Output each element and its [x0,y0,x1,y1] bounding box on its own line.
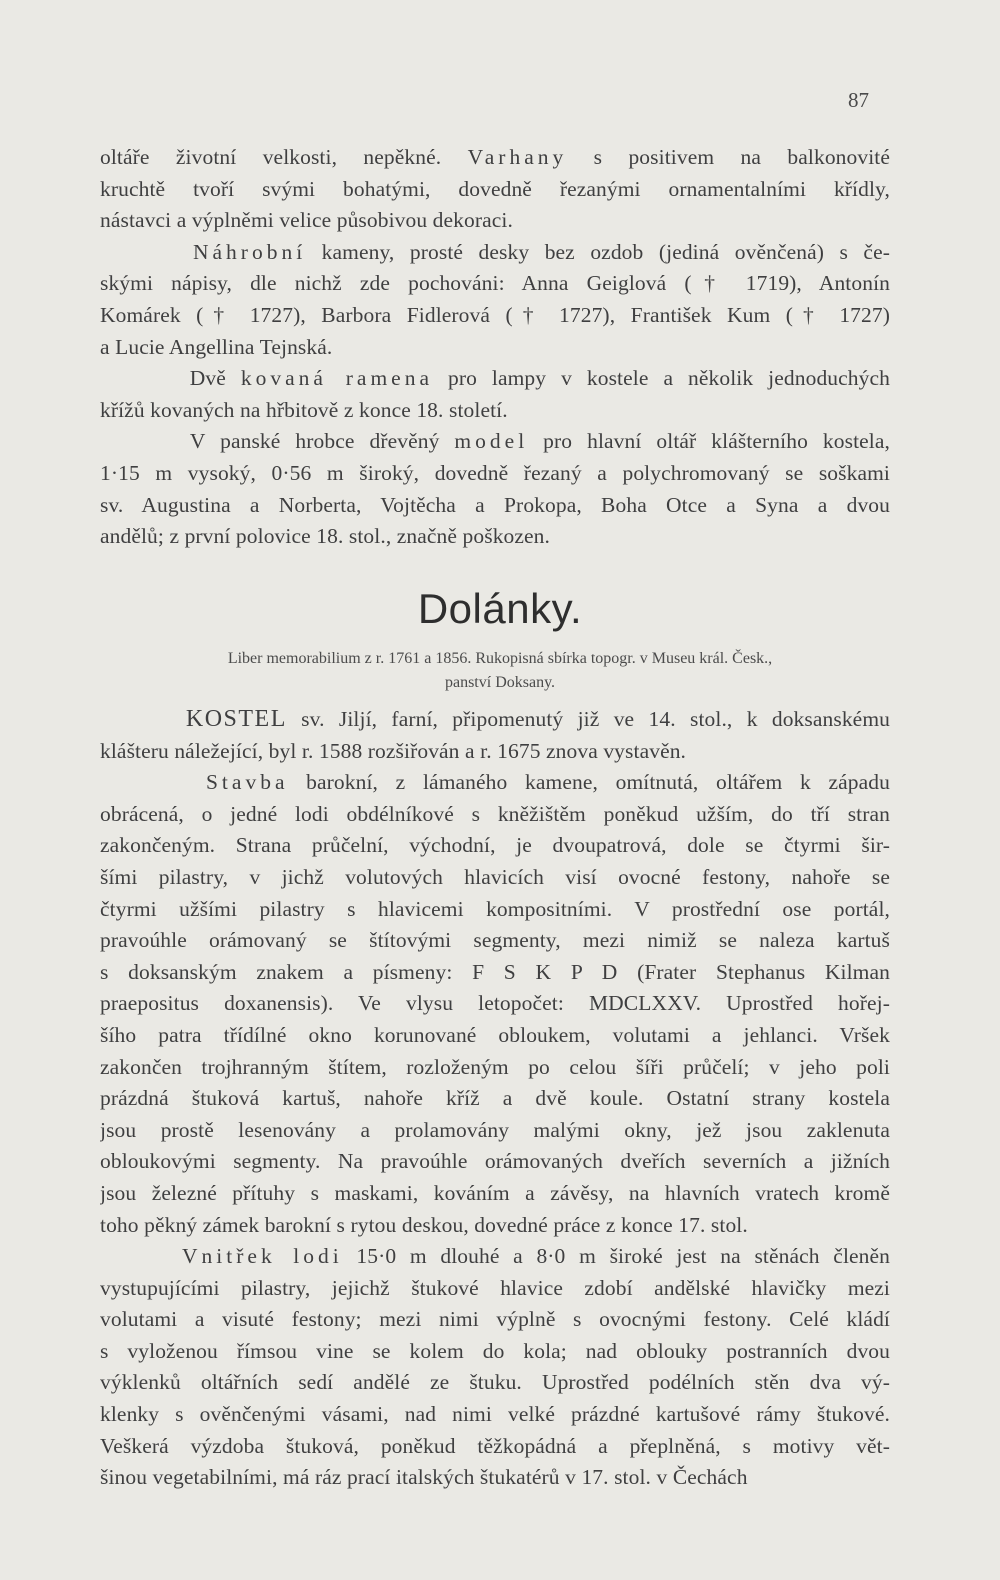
paragraph [100,767,890,1241]
text-line [100,205,890,237]
text-run: 15·0 m dlouhé a 8·0 m široké jest na stěnách členěn [342,1244,890,1269]
text-run: čtyrmi užšími pilastry s hlavicemi kompositními. V prostřední ose portál, [100,896,890,921]
text-run: skými nápisy, dle nichž zde pochováni: Anna Geiglová († 1719), Antonín [100,271,890,296]
emphasized-text: Varhany [467,145,568,169]
text-line [100,1083,890,1115]
emphasized-text: Náhrobní [192,239,307,264]
text-run: křížů kovaných na hřbitově z konce 18. století. [100,397,508,422]
text-run: prázdná štuková kartuš, nahoře kříž a dvě koule. Ostatní strany kostela [100,1086,890,1111]
emphasized-text: Vnitřek lodi [182,1244,343,1269]
text-run: Komárek († 1727), Barbora Fidlerová († 1727), František Kum († 1727) [100,302,890,327]
text-line [100,767,890,799]
text-run: Veškerá výzdoba štuková, poněkud těžkopádná a přeplněná, s motivy vět- [100,1433,890,1458]
bottom-text-block [100,704,890,1494]
text-run: klenky s ověnčenými vásami, nad nimi velké prázdné kartušové rámy štukové. [100,1402,890,1427]
text-run: s doksanským znakem a písmeny: F S K P D (Frater Stephanus Kilman [100,959,890,984]
emphasized-text: KOSTEL [185,706,287,732]
source-citation [100,647,900,695]
text-line [100,363,890,395]
text-run: sv. Augustina a Norberta, Vojtěcha a Prokopa, Boha Otce a Syna a dvou [100,492,890,517]
top-text-block [100,142,890,553]
text-line [100,1431,890,1463]
text-run: šího patra třídílné okno korunované obloukem, volutami a jehlanci. Vršek [100,1022,890,1047]
text-run: s vyloženou římsou vine se kolem do kola; nad oblouky postranních dvou [100,1338,890,1363]
text-line [100,1178,890,1210]
text-line [100,704,890,736]
source-line: Liber memorabilium z r. 1761 a 1856. Rukopisná sbírka topogr. v Museu král. Česk., [227,650,773,667]
text-line [100,957,890,989]
text-run: pravoúhle orámovaný se štítovými segmenty, mezi nimiž se naleza kartuš [100,928,890,953]
text-run: s positivem na balkonovité [567,145,890,169]
emphasized-text: Stavba [205,770,289,795]
text-run: obrácená, o jedné lodi obdélníkové s kněžištěm poněkud užším, do tří stran [100,801,890,826]
paragraph [100,363,890,426]
text-line [100,237,890,269]
text-run: praepositus doxanensis). Ve vlysu letopočet: MDCLXXV. Uprostřed hořej- [100,991,890,1016]
text-line [100,830,890,862]
text-run: šinou vegetabilními, má ráz prací italských štukatérů v 17. stol. v Čechách [100,1465,748,1490]
text-line [100,1146,890,1178]
text-line [100,490,890,522]
text-run: kameny, prosté desky bez ozdob (jediná ověnčená) s če- [306,239,890,264]
text-run: pro hlavní oltář klášterního kostela, [528,429,890,454]
text-run: zakončeným. Strana průčelní, východní, je dvoupatrová, dole se čtyrmi šir- [100,833,890,858]
text-line [100,521,890,553]
text-run [100,707,186,731]
text-line [100,395,890,427]
text-run: jsou železné přítuhy s maskami, kováním a závěsy, na hlavních vratech kromě [100,1180,890,1205]
text-run: volutami a visuté festony; mezi nimi výplně s ovocnými festony. Celé kládí [100,1307,890,1332]
paragraph [100,142,890,237]
text-line [100,1304,890,1336]
text-run: 1·15 m vysoký, 0·56 m široký, dovedně řezaný a polychromovaný se soškami [100,460,890,485]
text-line [100,1399,890,1431]
text-line [100,988,890,1020]
text-run: zakončen trojhranným štítem, rozloženým po celou šíři průčelí; v jeho poli [100,1054,890,1079]
paragraph [100,1241,890,1494]
text-run: barokní, z lámaného kamene, omítnutá, oltářem k západu [288,770,890,795]
text-run: vystupujícími pilastry, jejichž štukové hlavice zdobí andělské hlavičky mezi [100,1275,890,1300]
paragraph [100,426,890,552]
text-line [100,1210,890,1242]
page-number: 87 [848,88,869,112]
text-line [100,1462,890,1494]
text-line [100,736,890,768]
text-run [100,1244,182,1268]
text-run: obloukovými segmenty. Na pravoúhle orámovaných dveřích severních a jižních [100,1149,890,1174]
text-run: andělů; z první polovice 18. stol., značně poškozen. [100,524,551,549]
text-run: šími pilastry, v jichž volutových hlavicích visí ovocné festony, nahoře se [100,864,890,889]
text-run: V panské hrobce dřevěný [100,429,455,454]
emphasized-text: kovaná ramena [240,366,434,391]
text-line [100,1241,890,1273]
text-line [100,426,890,458]
text-line [100,1367,890,1399]
text-line [100,862,890,894]
text-line [100,458,890,490]
text-run: sv. Jiljí, farní, připomenutý již ve 14. stol., k doksanskému [286,707,890,731]
text-line [100,300,890,332]
text-line [100,1052,890,1084]
section-heading: Dolánky. [417,585,583,632]
text-run: kruchtě tvoří svými bohatými, dovedně řezanými ornamentalními křídly, [100,176,890,201]
text-line [100,332,890,364]
text-run: nástavci a výplněmi velice působivou dekoraci. [100,208,513,233]
text-run: oltáře životní velkosti, nepěkné. [100,145,468,169]
text-line [100,1115,890,1147]
text-run: Dvě [100,366,241,391]
paragraph [100,704,890,767]
source-line: panství Doksany. [444,674,556,691]
text-line [100,799,890,831]
text-run: pro lampy v kostele a několik jednoduchých [433,366,890,391]
text-line [100,174,890,206]
text-line [100,925,890,957]
text-run: výklenků oltářních sedí andělé ze štuku. Uprostřed podélních stěn dva vý- [100,1370,890,1395]
text-run: toho pěkný zámek barokní s rytou deskou, dovedné práce z konce 17. stol. [100,1212,748,1237]
text-line [100,142,890,174]
paragraph [100,237,890,363]
text-run: a Lucie Angellina Tejnská. [100,334,333,359]
emphasized-text: model [454,429,529,454]
text-line [100,1020,890,1052]
text-line [100,1273,890,1305]
text-run: jsou prostě lesenovány a prolamovány malými okny, jež jsou zaklenuta [100,1117,890,1142]
text-line [100,268,890,300]
text-run [100,240,193,264]
text-line [100,1336,890,1368]
text-run: klášteru náležející, byl r. 1588 rozšiřován a r. 1675 znova vystavěn. [100,738,687,763]
text-line [100,894,890,926]
text-run [100,770,206,794]
